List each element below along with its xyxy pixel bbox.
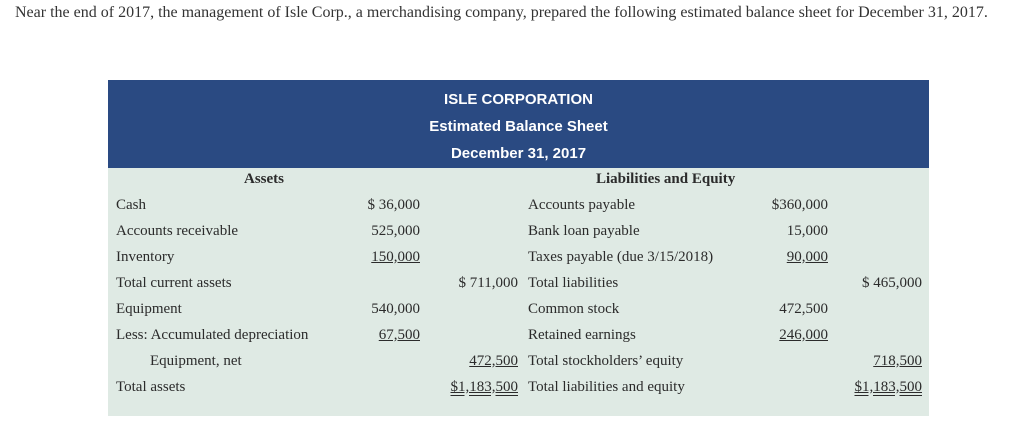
equipment-label: Equipment	[116, 301, 182, 317]
sheet-body	[108, 168, 929, 416]
common-stock-label: Common stock	[528, 301, 620, 317]
total-assets-amount: $1,183,500	[450, 379, 518, 395]
retained-earnings-amount: 246,000	[779, 327, 828, 343]
inventory-amount: 150,000	[371, 249, 420, 265]
receivable-label: Accounts receivable	[116, 223, 239, 239]
cash-amount: $ 36,000	[367, 197, 420, 213]
statement-date: December 31, 2017	[450, 145, 587, 162]
equipment-net-amount: 472,500	[469, 353, 518, 369]
liabilities-heading: Liabilities and Equity	[596, 171, 736, 187]
bank-loan-amount: 15,000	[786, 223, 828, 239]
total-current-assets-label: Total current assets	[116, 275, 232, 291]
balance-sheet	[108, 80, 929, 416]
common-stock-amount: 472,500	[779, 301, 828, 317]
taxes-payable-label: Taxes payable (due 3/15/2018)	[528, 249, 714, 265]
company-name: ISLE CORPORATION	[444, 91, 593, 108]
total-liabilities-amount: $ 465,000	[862, 275, 922, 291]
cash-label: Cash	[116, 197, 146, 213]
accounts-payable-amount: $360,000	[771, 197, 828, 213]
equipment-net-label: Equipment, net	[150, 353, 242, 369]
assets-heading: Assets	[244, 171, 284, 187]
inventory-label: Inventory	[116, 249, 175, 265]
accumulated-depreciation-amount: 67,500	[378, 327, 420, 343]
taxes-payable-amount: 90,000	[786, 249, 828, 265]
statement-title: Estimated Balance Sheet	[429, 118, 608, 135]
equipment-amount: 540,000	[371, 301, 420, 317]
accumulated-depreciation-label: Less: Accumulated depreciation	[116, 327, 309, 343]
accounts-payable-label: Accounts payable	[528, 197, 636, 213]
sheet-header	[108, 80, 929, 168]
intro-paragraph: Near the end of 2017, the management of Isle Corp., a merchandising company, prepared the following estimated balance sheet for December 31, 2017.	[15, 4, 988, 21]
retained-earnings-label: Retained earnings	[528, 327, 636, 343]
total-equity-amount: 718,500	[873, 353, 922, 369]
bank-loan-label: Bank loan payable	[528, 223, 640, 239]
total-liabilities-equity-label: Total liabilities and equity	[528, 379, 685, 395]
total-assets-label: Total assets	[116, 379, 186, 395]
total-equity-label: Total stockholders’ equity	[528, 353, 684, 369]
total-liabilities-label: Total liabilities	[528, 275, 619, 291]
receivable-amount: 525,000	[371, 223, 420, 239]
total-current-assets-amount: $ 711,000	[458, 275, 518, 291]
total-liabilities-equity-amount: $1,183,500	[854, 379, 922, 395]
